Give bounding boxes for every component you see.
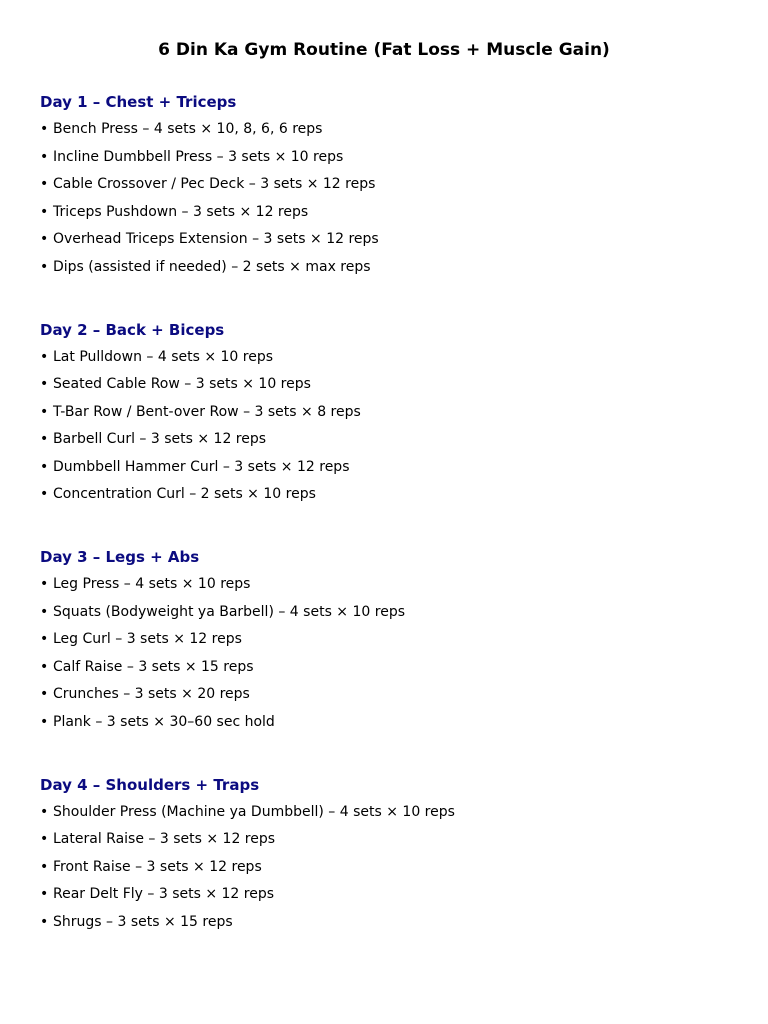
list-item	[40, 202, 740, 222]
exercise-text: Cable Crossover / Pec Deck – 3 sets × 12 reps	[53, 176, 376, 192]
bullet-icon: •	[40, 376, 49, 392]
bullet-icon: •	[40, 121, 49, 137]
bullet-icon: •	[40, 403, 49, 420]
list-item	[40, 402, 740, 422]
exercise-text: Leg Curl – 3 sets × 12 reps	[53, 631, 242, 647]
exercise-text: Shoulder Press (Machine ya Dumbbell) – 4 sets × 10 reps	[53, 803, 455, 820]
list-item	[40, 802, 740, 822]
list-item	[40, 347, 740, 367]
section-heading: Day 4 – Shoulders + Traps	[40, 775, 260, 794]
bullet-icon: •	[40, 176, 49, 192]
bullet-icon: •	[40, 486, 49, 502]
list-item	[40, 857, 740, 877]
list-item	[40, 574, 740, 594]
day-section	[40, 320, 740, 512]
bullet-icon: •	[40, 858, 49, 875]
exercise-text: T-Bar Row / Bent-over Row – 3 sets × 8 reps	[53, 403, 361, 420]
bullet-icon: •	[40, 458, 49, 475]
list-item	[40, 657, 740, 677]
exercise-text: Triceps Pushdown – 3 sets × 12 reps	[53, 203, 309, 220]
list-item	[40, 457, 740, 477]
list-item	[40, 257, 740, 277]
exercise-text: Concentration Curl – 2 sets × 10 reps	[53, 486, 316, 502]
list-item	[40, 602, 740, 622]
bullet-icon: •	[40, 713, 49, 730]
list-item	[40, 829, 740, 849]
exercise-text: Rear Delt Fly – 3 sets × 12 reps	[53, 886, 275, 902]
exercise-text: Overhead Triceps Extension – 3 sets × 12 reps	[53, 231, 379, 247]
exercise-text: Dips (assisted if needed) – 2 sets × max reps	[53, 258, 371, 275]
list-item	[40, 429, 740, 449]
bullet-icon: •	[40, 203, 49, 220]
list-item	[40, 884, 740, 904]
bullet-icon: •	[40, 831, 49, 847]
bullet-icon: •	[40, 603, 49, 620]
section-heading: Day 2 – Back + Biceps	[40, 320, 225, 339]
list-item	[40, 912, 740, 932]
bullet-icon: •	[40, 803, 49, 820]
bullet-icon: •	[40, 886, 49, 902]
exercise-text: Lat Pulldown – 4 sets × 10 reps	[53, 348, 274, 365]
list-item	[40, 374, 740, 394]
exercise-text: Barbell Curl – 3 sets × 12 reps	[53, 431, 267, 447]
bullet-icon: •	[40, 913, 49, 930]
list-item	[40, 484, 740, 504]
exercise-text: Squats (Bodyweight ya Barbell) – 4 sets × 10 reps	[53, 603, 405, 620]
bullet-icon: •	[40, 686, 49, 702]
list-item	[40, 229, 740, 249]
exercise-text: Plank – 3 sets × 30–60 sec hold	[53, 713, 275, 730]
bullet-icon: •	[40, 631, 49, 647]
day-section	[40, 547, 740, 739]
exercise-text: Bench Press – 4 sets × 10, 8, 6, 6 reps	[53, 121, 323, 137]
exercise-text: Calf Raise – 3 sets × 15 reps	[53, 658, 254, 675]
bullet-icon: •	[40, 576, 49, 592]
exercise-text: Leg Press – 4 sets × 10 reps	[53, 576, 251, 592]
bullet-icon: •	[40, 231, 49, 247]
document-title: 6 Din Ka Gym Routine (Fat Loss + Muscle Gain)	[158, 40, 610, 60]
bullet-icon: •	[40, 431, 49, 447]
exercise-text: Front Raise – 3 sets × 12 reps	[53, 858, 262, 875]
list-item	[40, 174, 740, 194]
section-heading: Day 3 – Legs + Abs	[40, 548, 200, 566]
bullet-icon: •	[40, 148, 49, 165]
exercise-text: Shrugs – 3 sets × 15 reps	[53, 913, 233, 930]
day-section	[40, 92, 740, 284]
exercise-text: Incline Dumbbell Press – 3 sets × 10 reps	[53, 148, 344, 165]
list-item	[40, 119, 740, 139]
bullet-icon: •	[40, 258, 49, 275]
day-section	[40, 775, 740, 940]
exercise-text: Dumbbell Hammer Curl – 3 sets × 12 reps	[53, 458, 350, 475]
exercise-text: Lateral Raise – 3 sets × 12 reps	[53, 831, 276, 847]
bullet-icon: •	[40, 348, 49, 365]
list-item	[40, 712, 740, 732]
exercise-text: Seated Cable Row – 3 sets × 10 reps	[53, 376, 311, 392]
bullet-icon: •	[40, 658, 49, 675]
exercise-text: Crunches – 3 sets × 20 reps	[53, 686, 250, 702]
list-item	[40, 684, 740, 704]
list-item	[40, 147, 740, 167]
list-item	[40, 629, 740, 649]
section-heading: Day 1 – Chest + Triceps	[40, 93, 237, 111]
